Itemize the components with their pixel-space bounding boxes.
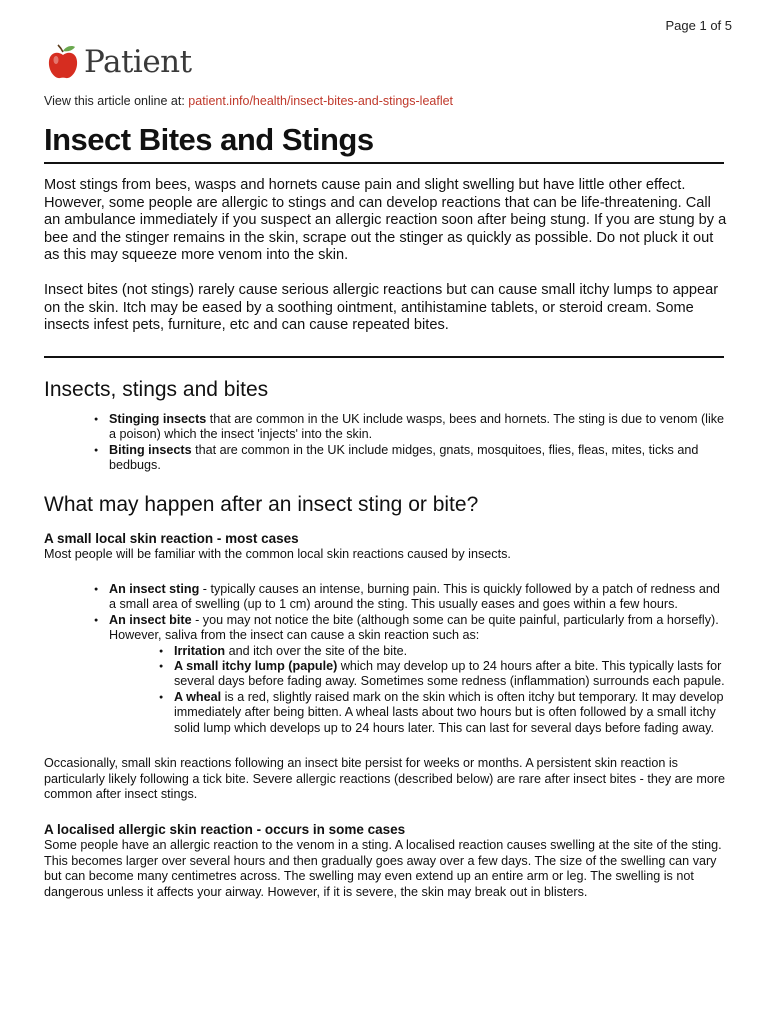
persistent-reaction-paragraph: Occasionally, small skin reactions following an insect bite persist for weeks or months. A persistent skin reaction is particularly likely following a tick bite. Severe allergic reactions (described below) are rare after insect bites - they are more common after insect stings. — [44, 756, 726, 801]
section-heading-what-happens: What may happen after an insect sting or bite? — [44, 492, 479, 516]
article-body — [44, 376, 728, 900]
list-item: ● A small itchy lump (papule) which may develop up to 24 hours after a bite. This typically lasts for several days before fading away. Sometimes some redness (inflammation) surrounds each papule. — [174, 659, 728, 690]
list-item: ● An insect bite - you may not notice the bite (although some can be quite painful, particularly from a horsefly). However, saliva from the insect can cause a skin reaction such as: ● Irritation and itch over the site of the bite. ● A small itchy lump (papule) which may develop up to 24 hours after a bite. This typically lasts for several days before fading away. Sometimes some redness (inflammation) surrounds each papule. ● A wheal is a red, slightly raised mark on the skin which is often itchy but temporary. It may develop immediately after being bitten. A wheal lasts about two hours but is often followed by a small itchy solid lump which develops up to 24 hours later. This can last for several days before fading away. — [109, 613, 728, 736]
subheading-small-local: A small local skin reaction - most cases — [44, 530, 299, 546]
list-item: ● An insect sting - typically causes an intense, burning pain. This is quickly followed by a patch of redness and a small area of swelling (up to 1 cm) around the sting. This usually eases and goes within a few hours. — [109, 582, 728, 613]
page-number: Page 1 of 5 — [665, 18, 732, 33]
online-prefix: View this article online at: — [44, 94, 189, 108]
intro-paragraph-1: Most stings from bees, wasps and hornets cause pain and slight swelling but have little other effect. However, some people are allergic to stings and can develop reactions that can be life-threatening. Call an ambulance immediately if you suspect an allergic reaction soon after being stung. If you are stung by a bee and the stinger remains in the skin, scrape out the stinger as quickly as possible. Do not pluck it out as this may squeeze more venom into the skin. — [44, 177, 727, 264]
online-link-line — [44, 94, 453, 108]
section-heading-insects: Insects, stings and bites — [44, 378, 269, 401]
subheading-localised-allergic: A localised allergic skin reaction - occurs in some cases — [44, 822, 406, 838]
patient-logo[interactable] — [46, 44, 192, 80]
bite-reaction-sublist — [109, 644, 728, 736]
list-item: ● Stinging insects that are common in the UK include wasps, bees and hornets. The sting is due to venom (like a poison) which the insect 'injects' into the skin. — [109, 412, 728, 443]
localised-allergic-paragraph: Some people have an allergic reaction to the venom in a sting. A localised reaction causes swelling at the site of the sting. This becomes larger over several hours and then gradually goes away over a few days. The size of the swelling can vary but can become many centimetres across. The swelling may even extend up an entire arm or leg. The swelling is not dangerous unless it affects your airway. However, if it is severe, the skin may break out in blisters. — [44, 838, 722, 899]
list-item: ● Irritation and itch over the site of the bite. — [174, 644, 728, 659]
section-divider — [44, 356, 724, 358]
article-url-link[interactable]: patient.info/health/insect-bites-and-stings-leaflet — [188, 94, 454, 108]
small-local-intro: Most people will be familiar with the common local skin reactions caused by insects. — [44, 546, 511, 561]
page-title: Insect Bites and Stings — [44, 118, 724, 164]
apple-icon — [46, 44, 80, 80]
list-item: ● Biting insects that are common in the UK include midges, gnats, mosquitoes, flies, fleas, mites, ticks and bedbugs. — [109, 443, 728, 474]
intro-paragraph-2: Insect bites (not stings) rarely cause serious allergic reactions but can cause small itchy lumps to appear on the skin. Itch may be eased by a soothing ointment, antihistamine tablets, or steroid cream. Some insects infest pets, furniture, etc and can cause repeated bites. — [44, 281, 719, 334]
insects-list — [44, 412, 728, 474]
brand-name: Patient — [84, 44, 192, 80]
list-item: ● A wheal is a red, slightly raised mark on the skin which is often itchy but temporary. It may develop immediately after being bitten. A wheal lasts about two hours but is often followed by a small itchy solid lump which develops up to 24 hours later. This can last for several days before fading away. — [174, 690, 728, 736]
intro — [44, 177, 728, 352]
reaction-list — [44, 582, 728, 736]
